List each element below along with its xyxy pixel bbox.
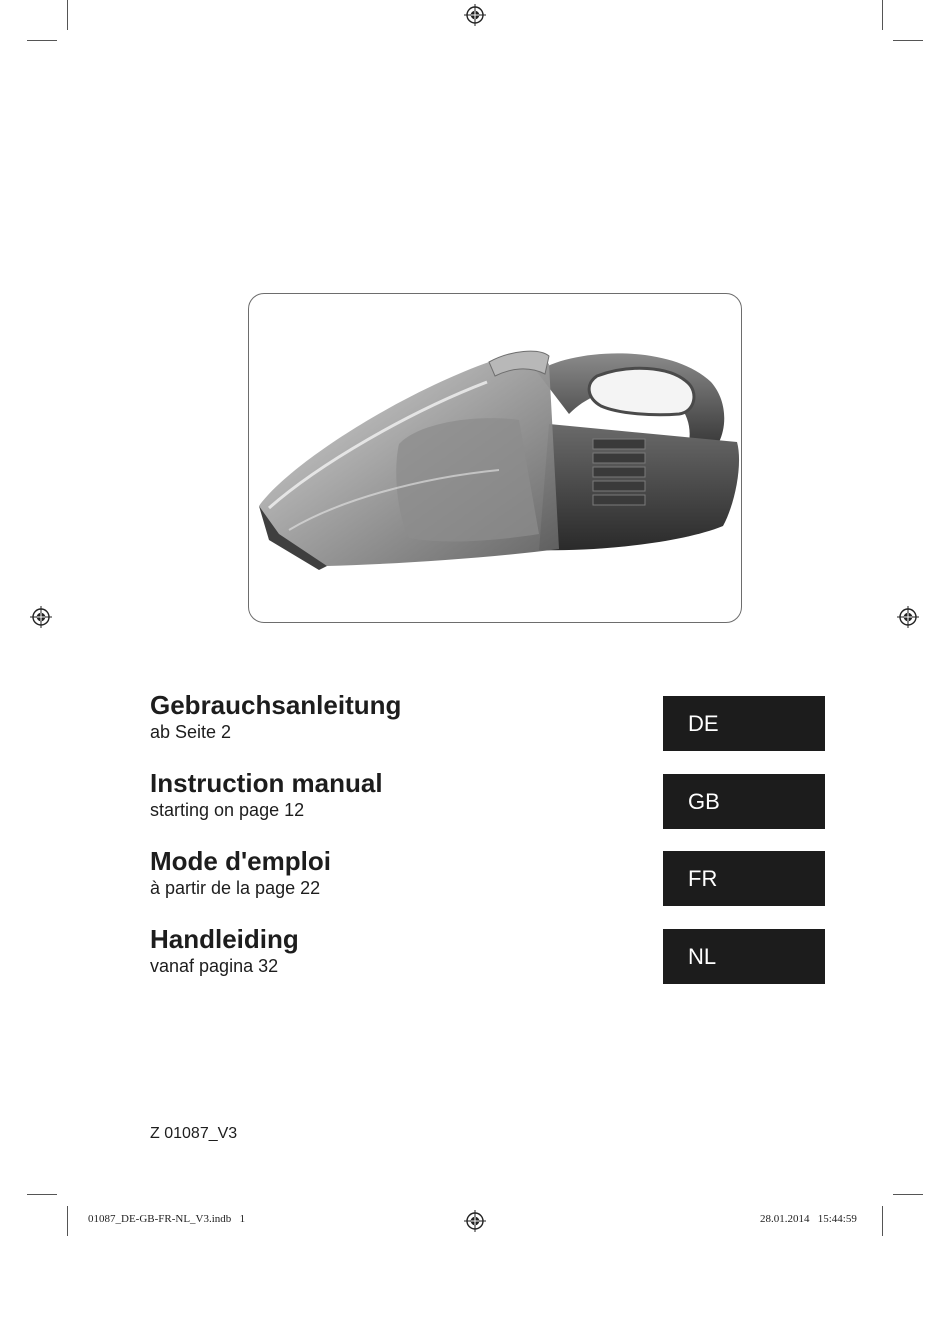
language-label-nl[interactable] [663, 929, 825, 984]
registration-mark-icon [464, 1210, 486, 1232]
language-label-de[interactable] [663, 696, 825, 751]
slug-page-number: 1 [239, 1213, 246, 1225]
registration-mark-icon [30, 606, 52, 628]
registration-mark-icon [897, 606, 919, 628]
crop-mark-top-left-vertical [67, 0, 68, 30]
language-code: NL [688, 943, 717, 969]
language-subtitle-gb: starting on page 12 [150, 800, 305, 820]
crop-mark-top-right-vertical [882, 0, 883, 30]
slug-date: 28.01.2014 [760, 1213, 810, 1225]
language-title-de: Gebrauchsanleitung [150, 690, 402, 720]
crop-mark-top-left-horizontal [27, 40, 57, 41]
language-title-gb: Instruction manual [150, 768, 383, 798]
handheld-vacuum-cleaner-icon [249, 294, 743, 624]
language-subtitle-fr: à partir de la page 22 [150, 878, 321, 898]
print-slug-timestamp [760, 1213, 857, 1225]
print-slug-file [88, 1213, 245, 1225]
crop-mark-top-right-horizontal [893, 40, 923, 41]
language-code: FR [688, 865, 718, 891]
language-title-fr: Mode d'emploi [150, 846, 331, 876]
language-subtitle-nl: vanaf pagina 32 [150, 956, 279, 976]
slug-time: 15:44:59 [817, 1213, 857, 1225]
language-label-fr[interactable] [663, 851, 825, 906]
language-subtitle-de: ab Seite 2 [150, 722, 232, 742]
product-image-frame [248, 293, 742, 623]
crop-mark-bottom-left-vertical [67, 1206, 68, 1236]
language-code: DE [688, 710, 719, 736]
language-code: GB [688, 788, 720, 814]
document-code: Z 01087_V3 [150, 1125, 238, 1142]
slug-file-name: 01087_DE-GB-FR-NL_V3.indb [88, 1213, 232, 1225]
registration-mark-icon [464, 4, 486, 26]
crop-mark-bottom-right-vertical [882, 1206, 883, 1236]
crop-mark-bottom-right-horizontal [893, 1194, 923, 1195]
language-label-gb[interactable] [663, 774, 825, 829]
language-title-nl: Handleiding [150, 924, 299, 954]
crop-mark-bottom-left-horizontal [27, 1194, 57, 1195]
